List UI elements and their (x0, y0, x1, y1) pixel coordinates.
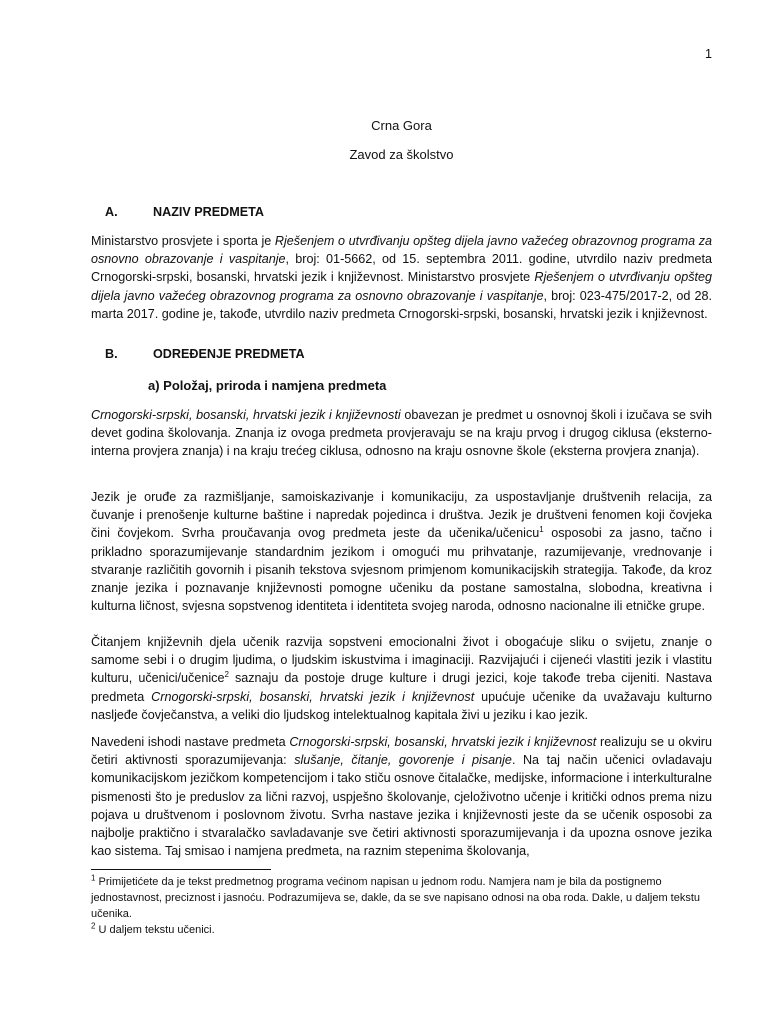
text-run: . Na taj način učenici ovladavaju komunikacijskom jezičkom kompetencijom i tako stiču osnove čitalačke, medijske, informacione i interkulturalne pismenosti što je preduslov za lični razvoj, uspješno školovanje, cjeloživotno učenje i kritički odnos prema nizu pojava u društvenom i poslovnom životu. Svrha nastave jezika i književnosti jeste da se učenik osposobi za najbolje praktično i stvaralačko savladavanje sve četiri aktivnosti sporazumijevanja i da upozna osnove jezika kao sistema. Taj smisao i namjena predmeta, na raznim stepenima školovanja, (91, 753, 713, 859)
section-a-paragraph (91, 232, 712, 323)
italic-run: Crnogorski-srpski, bosanski, hrvatski jezik i književnost (289, 735, 597, 749)
italic-run: Rješenjem o utvrđivanju opšteg dijela javno važećeg obrazovnog programa za osnovno obrazovanje i vaspitanje (91, 270, 713, 303)
italic-run: Crnogorski-srpski, bosanski, hrvatski jezik i književnost (151, 689, 475, 704)
text-run: Ministarstvo prosvjete i sporta je (91, 234, 275, 248)
italic-run: Crnogorski-srpski, bosanski, hrvatski jezik i književnosti (91, 408, 401, 422)
paragraph-subject-status (91, 406, 712, 461)
text-run: realizuju se u okviru četiri aktivnosti sporazumijevanja: (91, 735, 712, 768)
footnote-ref-1: 1 (539, 525, 544, 535)
section-a-letter: A. (105, 205, 118, 219)
text-run: saznaju da postoje druge kulture i drugi jezici, koje takođe treba cijeniti. Nastava predmeta (91, 671, 712, 704)
text-run: obavezan je predmet u osnovnoj školi i izučava se svih devet godina školovanja. Znanja iz ovoga predmeta provjeravaju se na kraju prvog i drugog ciklusa (eksterno-interna provjera znanja) i na kraju trećeg ciklusa, odnosno na kraju osnovne škole (eksterna provjera znanja). (91, 408, 712, 459)
footnotes (91, 874, 712, 938)
section-b-letter: B. (105, 347, 118, 361)
text-run: Čitanjem književnih djela učenik razvija sopstveni emocionalni život i obogaćuje sliku o svijetu, znanje o samome sebi i o drugim ljudima, o ljudskim iskustvima i imaginaciji. Razvijajući i cijeneći vlastiti jezik i vlastitu kulturu, učenici/učenice (91, 635, 712, 686)
section-a-title: NAZIV PREDMETA (153, 205, 265, 219)
paragraph-learning-outcomes (91, 733, 712, 860)
section-a-heading (105, 203, 264, 221)
footnote-1 (91, 874, 712, 922)
footnote-text: Primijetićete da je tekst predmetnog programa većinom napisan u jednom rodu. Namjera nam je bila da postignemo jednostavnost, preciznost i jasnoću. Podrazumijeva se, dakle, da se sve napisano odnosi na oba roda. Dakle, u daljem tekstu učenika. (91, 876, 701, 920)
text-run: Navedeni ishodi nastave predmeta (91, 735, 290, 749)
italic-run: slušanje, čitanje, govorenje i pisanje (294, 753, 512, 768)
subsection-title: a) Položaj, priroda i namjena predmeta (148, 378, 387, 393)
section-b-heading (105, 345, 305, 363)
text-run: upućuje učenike da uvažavaju kulturno nasljeđe čovječanstva, a veliki dio ljudskog intelektualnog kapitala živi u jeziku i kao jezik. (91, 689, 712, 722)
footnote-separator (91, 869, 271, 870)
footnote-mark: 2 (91, 921, 96, 931)
document-page (91, 0, 712, 1024)
italic-run: Rješenjem o utvrđivanju opšteg dijela javno važećeg obrazovnog programa za osnovno obrazovanje i vaspitanje (91, 234, 712, 267)
footnote-text: U daljem tekstu učenici. (95, 924, 215, 936)
section-b-title: ODREĐENJE PREDMETA (153, 347, 305, 361)
text-run: , broj: 023-475/2017-2, od 28. marta 2017. godine je, takođe, utvrdilo naziv predmeta Crnogorski-srpski, bosanski, hrvatski jezik i književnost. (91, 288, 712, 321)
text-run: osposobi za jasno, tačno i prikladno sporazumijevanje standardnim jezikom i omogući mu prihvatanje, razumijevanje, vrednovanje i stvaranje različitih govornih i pisanih tekstova svjesnom primjenom komunikacijskih strategija. Takođe, da kroz znanje jezika i poznavanje književnosti pomogne učeniku da postane samostalna, slobodna, kreativna i kulturna ličnost, svjesna sopstvenog identiteta i identiteta svojeg naroda, odnosno nacionalne ili etničke grupe. (91, 526, 712, 614)
paragraph-literature-reading (91, 633, 712, 724)
footnote-mark: 1 (91, 873, 96, 883)
header-institution: Zavod za školstvo (349, 147, 454, 162)
footnote-ref-2: 2 (224, 670, 229, 680)
text-run: Jezik je oruđe za razmišljanje, samoiskazivanje i komunikaciju, za uspostavljanje društvenih relacija, za čuvanje i prenošenje kulturne baštine i napredak pojedinca i društva. Jezik je društveni fenomen koji čovjeka čini čovjekom. Svrha proučavanja ovog predmeta jeste da učenika/učenicu (91, 490, 712, 541)
header-country: Crna Gora (371, 118, 432, 133)
footnote-2 (91, 922, 712, 938)
text-run: , broj: 01-5662, od 15. septembra 2011. godine, utvrdilo naziv predmeta Crnogorski-srpski, bosanski, hrvatski jezik i književnost. Ministarstvo prosvjete (91, 252, 712, 285)
paragraph-language-purpose (91, 488, 712, 615)
page-number: 1 (704, 47, 712, 61)
